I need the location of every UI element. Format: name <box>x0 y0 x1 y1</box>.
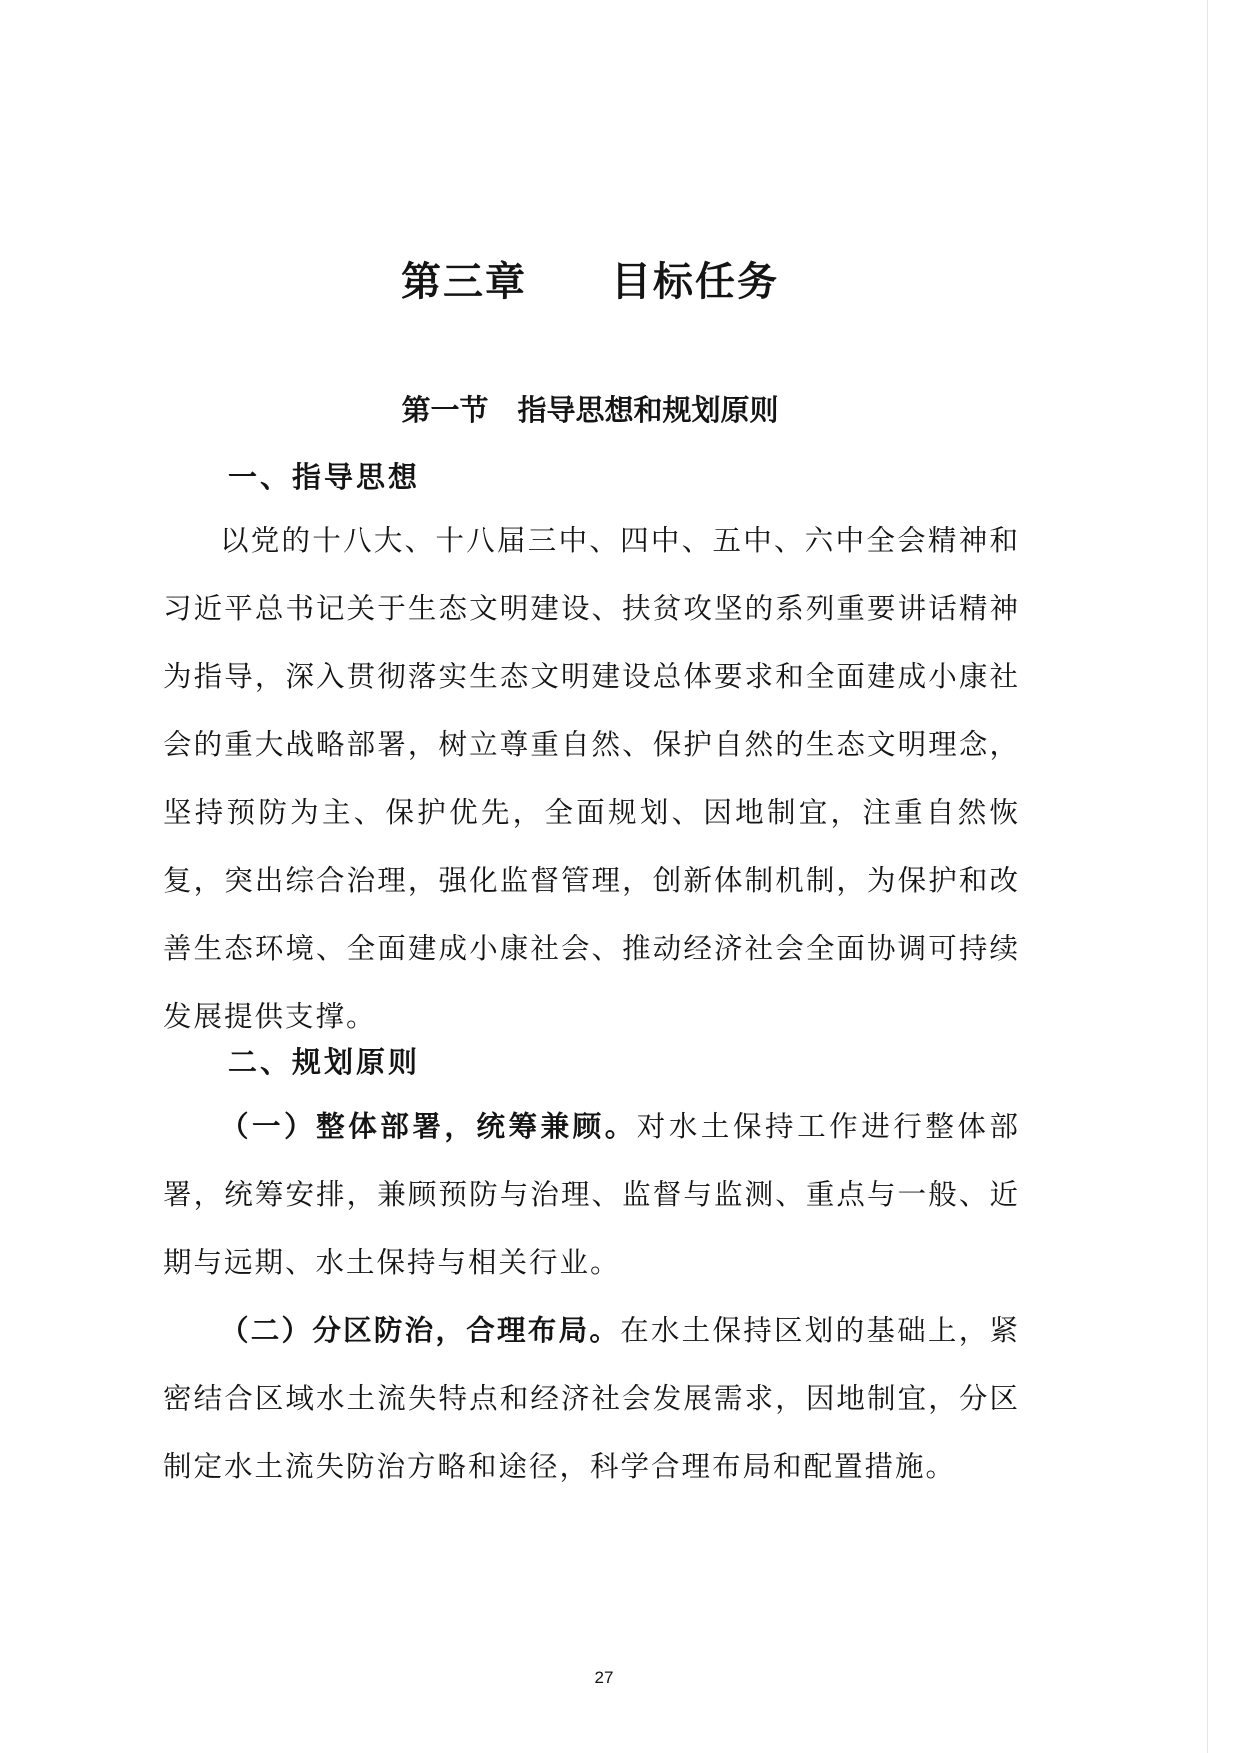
guiding-ideology-paragraph: 以党的十八大、十八届三中、四中、五中、六中全会精神和习近平总书记关于生态文明建设、扶贫攻坚的系列重要讲话精神为指导，深入贯彻落实生态文明建设总体要求和全面建成小康社会的重大战略部署，树立尊重自然、保护自然的生态文明理念，坚持预防为主、保护优先，全面规划、因地制宜，注重自然恢复，突出综合治理，强化监督管理，创新体制机制，为保护和改善生态环境、全面建成小康社会、推动经济社会全面协调可持续发展提供支撑。 <box>163 524 1020 1033</box>
planning-principles-heading: 二、规划原则 <box>228 1045 421 1079</box>
guiding-ideology-heading: 一、指导思想 <box>228 460 421 494</box>
page-edge-line <box>1207 0 1208 1753</box>
page-number: 27 <box>594 1668 614 1687</box>
principle-lead-1: （一）整体部署，统筹兼顾。 <box>220 1109 637 1143</box>
principle-paragraph-2 <box>163 1296 1020 1501</box>
principle-lead-2: （二）分区防治，合理布局。 <box>220 1313 621 1347</box>
principle-paragraph-1 <box>163 1092 1020 1297</box>
principle-text-1: 对水土保持工作进行整体部署，统筹安排，兼顾预防与治理、监督与监测、重点与一般、近期与远期、水土保持与相关行业。 <box>163 1110 1020 1279</box>
principle-text-2: 在水土保持区划的基础上，紧密结合区域水土流失特点和经济社会发展需求，因地制宜，分区制定水土流失防治方略和途径，科学合理布局和配置措施。 <box>163 1314 1020 1483</box>
chapter-title: 第三章 目标任务 <box>401 258 779 305</box>
section-title: 第一节 指导思想和规划原则 <box>401 393 779 427</box>
